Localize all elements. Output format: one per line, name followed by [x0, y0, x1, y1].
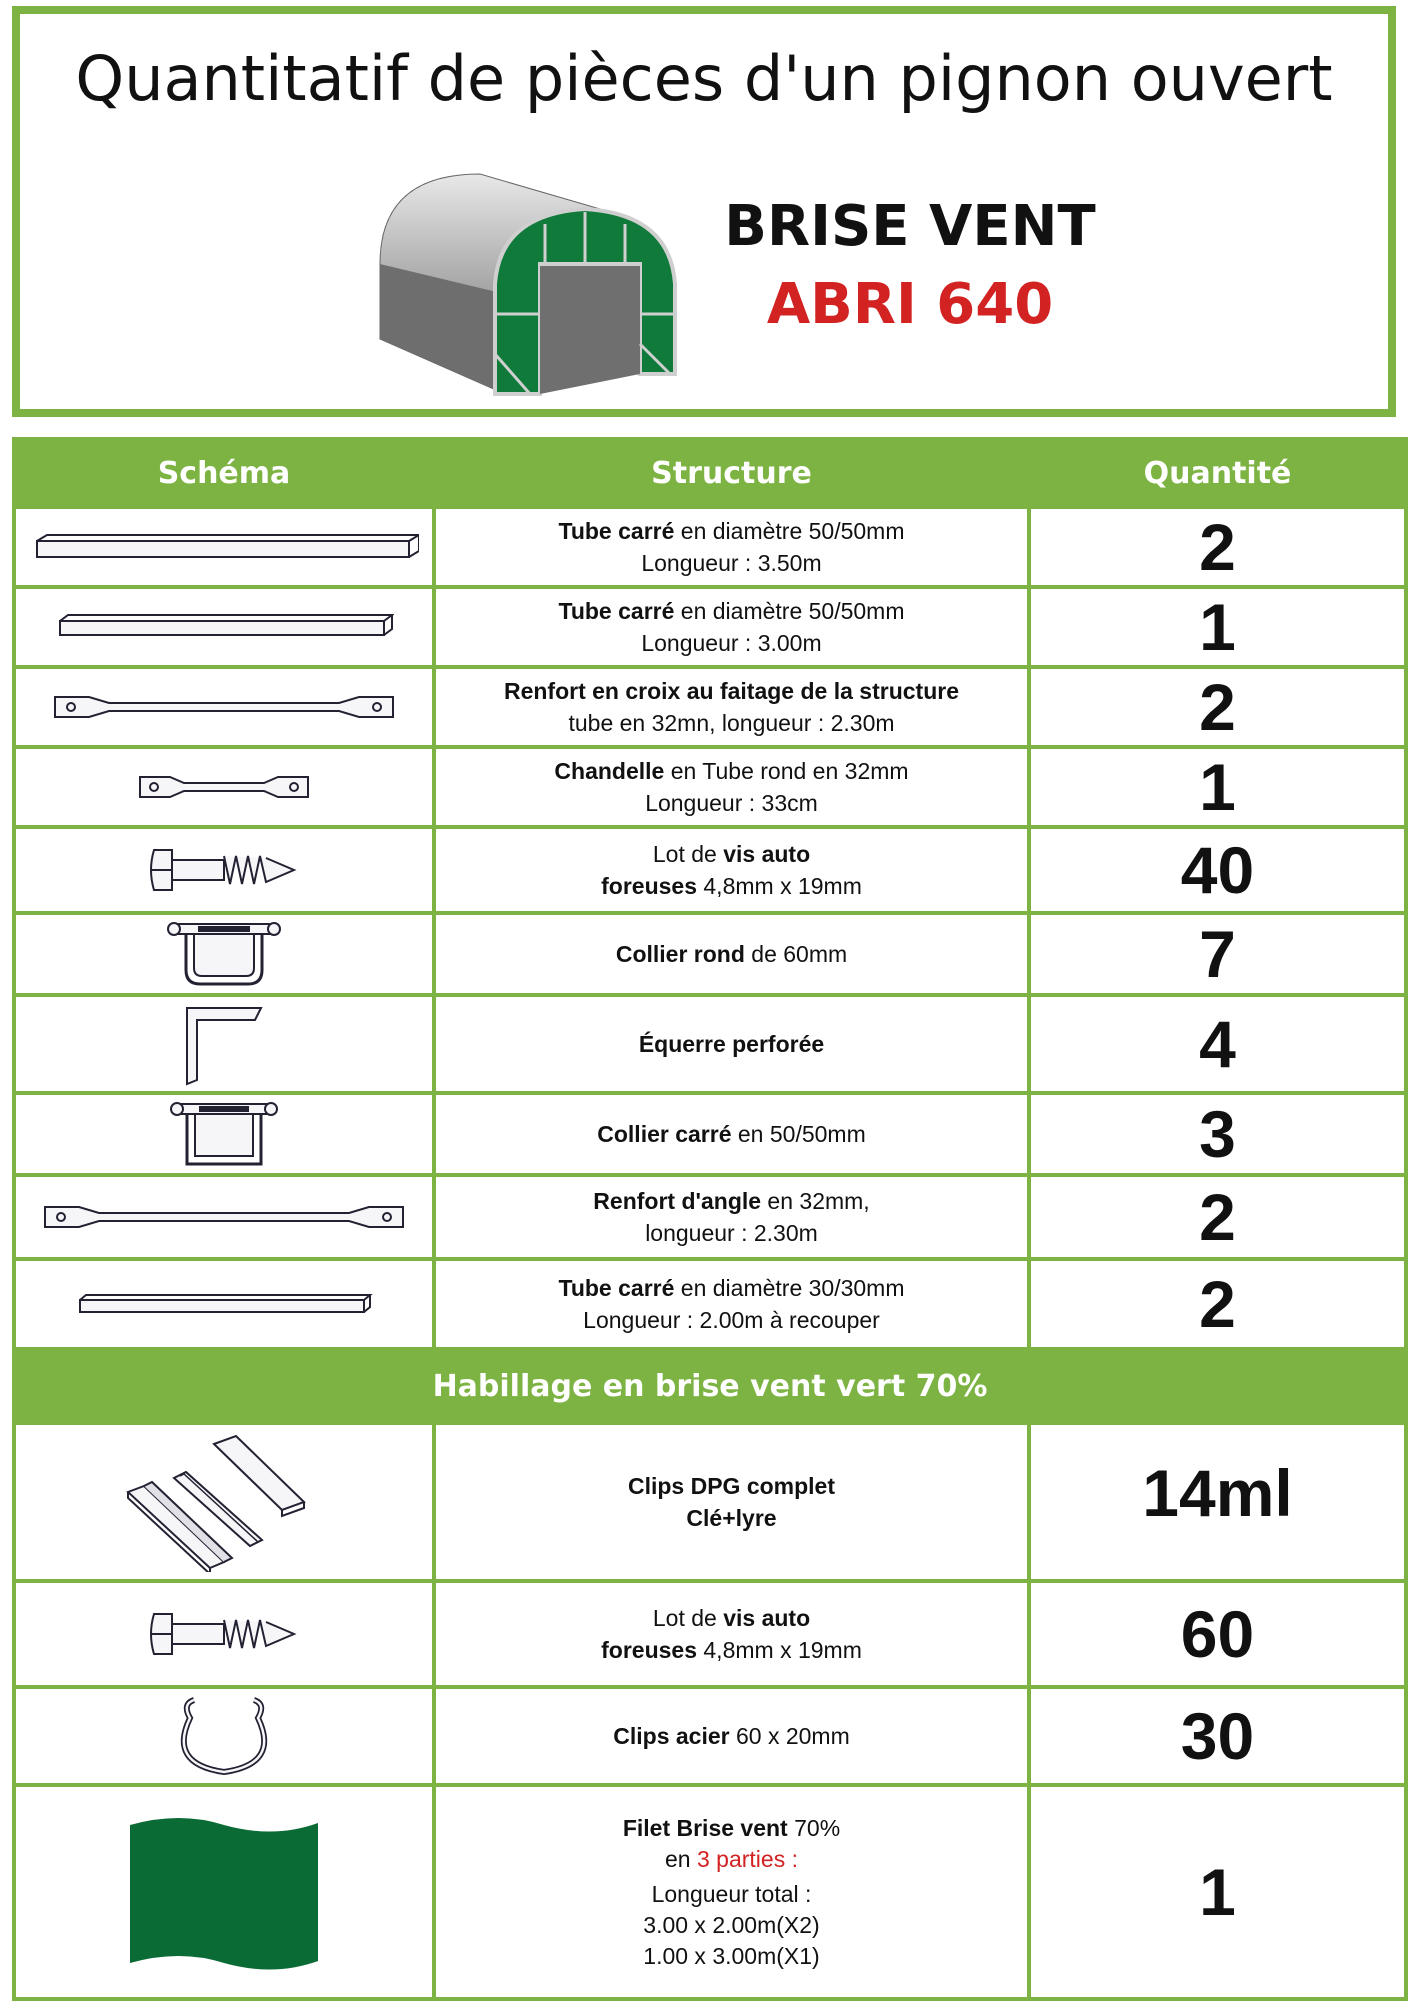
quantity-cell: 40: [1029, 827, 1406, 913]
structure-cell: [434, 587, 1029, 667]
part-name: Clips DPG complet: [627, 1473, 836, 1499]
schema-cell: [14, 667, 434, 747]
structure-cell: [434, 1093, 1029, 1175]
part-length: Longueur : 33cm: [645, 790, 818, 816]
product-model: ABRI 640: [766, 272, 1054, 337]
part-spec: 4,8mm x 19mm: [697, 1637, 862, 1663]
parts-table: [12, 437, 1404, 2001]
product-label: BRISE VENT: [724, 194, 1096, 259]
table-header-row: [14, 439, 1406, 507]
part-name-2: foreuses: [601, 873, 697, 899]
angle-bracket-icon: [179, 1002, 269, 1086]
table-row: [14, 1785, 1406, 1999]
part-name: vis auto: [723, 1605, 811, 1631]
part-prefix: Lot de: [652, 841, 724, 867]
schema-cell: [14, 1093, 434, 1175]
part-name: Collier rond: [615, 941, 745, 967]
parts-count: 3 parties :: [696, 1845, 798, 1872]
part-spec: 4,8mm x 19mm: [697, 873, 862, 899]
part-length: Longueur : 3.00m: [641, 630, 822, 656]
table-row: [14, 1423, 1406, 1581]
quantity-cell: 60: [1029, 1581, 1406, 1687]
schema-cell: [14, 1785, 434, 1999]
col-schema: Schéma: [14, 439, 434, 507]
structure-cell: [434, 1581, 1029, 1687]
schema-cell: [14, 587, 434, 667]
part-name-2: foreuses: [601, 1637, 697, 1663]
structure-cell: [434, 827, 1029, 913]
part-length: tube en 32mn, longueur : 2.30m: [568, 710, 895, 736]
part-spec: de 60mm: [744, 941, 848, 967]
thin-tube-icon: [74, 1290, 374, 1318]
table-row: [14, 667, 1406, 747]
square-clamp-icon: [169, 1098, 279, 1170]
structure-cell: [434, 1259, 1029, 1349]
section-title: Habillage en brise vent vert 70%: [14, 1349, 1406, 1423]
quantity-cell: 1: [1029, 1785, 1406, 1999]
structure-cell: [434, 667, 1029, 747]
part-name: Filet Brise vent: [622, 1814, 788, 1841]
quantity-cell: 2: [1029, 1259, 1406, 1349]
table-row: [14, 1259, 1406, 1349]
table-row: [14, 1687, 1406, 1785]
part-name: Collier carré: [597, 1121, 732, 1147]
part-name: Équerre perforée: [638, 1031, 825, 1057]
net-dimension-1: 3.00 x 2.00m(X2): [643, 1911, 820, 1938]
schema-cell: [14, 747, 434, 827]
part-length: Longueur : 3.50m: [641, 550, 822, 576]
part-spec: en 50/50mm: [731, 1121, 866, 1147]
structure-cell: [434, 1175, 1029, 1259]
schema-cell: [14, 1175, 434, 1259]
quantity-cell: 7: [1029, 913, 1406, 995]
part-name-2: Clé+lyre: [686, 1505, 777, 1531]
structure-cell: [434, 507, 1029, 587]
part-spec: 70%: [787, 1814, 841, 1841]
schema-cell: [14, 507, 434, 587]
dpg-clips-icon: [124, 1432, 324, 1572]
table-row: [14, 913, 1406, 995]
table-row: [14, 587, 1406, 667]
total-length-label: Longueur total :: [651, 1880, 812, 1907]
corner-brace-icon: [39, 1199, 409, 1235]
structure-cell: [434, 747, 1029, 827]
tunnel-shelter-icon: [370, 164, 710, 414]
table-row: [14, 1093, 1406, 1175]
quantity-cell: 4: [1029, 995, 1406, 1093]
schema-cell: [14, 1581, 434, 1687]
part-name: Tube carré: [558, 518, 675, 544]
round-clamp-icon: [164, 918, 284, 990]
part-spec: en Tube rond en 32mm: [664, 758, 909, 784]
part-name: Renfort d'angle: [593, 1188, 762, 1214]
part-name: Tube carré: [558, 1275, 675, 1301]
part-spec: en diamètre 50/50mm: [674, 598, 905, 624]
part-name: Clips acier: [613, 1723, 730, 1749]
quantity-cell: 30: [1029, 1687, 1406, 1785]
structure-cell: [434, 1687, 1029, 1785]
col-quantite: Quantité: [1029, 439, 1406, 507]
quantity-cell: 3: [1029, 1093, 1406, 1175]
schema-cell: [14, 1687, 434, 1785]
page-title: Quantitatif de pièces d'un pignon ouvert: [75, 42, 1333, 115]
table-row: [14, 995, 1406, 1093]
part-spec: 60 x 20mm: [729, 1723, 850, 1749]
structure-cell: [434, 995, 1029, 1093]
green-net-icon: [124, 1807, 324, 1977]
header-box: [12, 6, 1396, 417]
quantity-cell: 2: [1029, 1175, 1406, 1259]
section-header-row: [14, 1349, 1406, 1423]
screw-icon: [144, 838, 304, 902]
schema-cell: [14, 1423, 434, 1581]
table-row: [14, 507, 1406, 587]
table-row: [14, 827, 1406, 913]
structure-cell: [434, 1423, 1029, 1581]
part-prefix: Lot de: [652, 1605, 724, 1631]
col-structure: Structure: [434, 439, 1029, 507]
part-length: Longueur : 2.00m à recouper: [583, 1307, 880, 1333]
schema-cell: [14, 995, 434, 1093]
steel-clip-icon: [174, 1694, 274, 1778]
screw-icon: [144, 1602, 304, 1666]
table-row: [14, 1175, 1406, 1259]
schema-cell: [14, 913, 434, 995]
part-length: longueur : 2.30m: [645, 1220, 818, 1246]
quantity-cell: 1: [1029, 587, 1406, 667]
schema-cell: [14, 827, 434, 913]
net-dimension-2: 1.00 x 3.00m(X1): [643, 1942, 820, 1969]
part-spec: en diamètre 50/50mm: [674, 518, 905, 544]
table-row: [14, 747, 1406, 827]
short-brace-icon: [134, 771, 314, 803]
part-spec: en diamètre 30/30mm: [674, 1275, 905, 1301]
structure-cell: [434, 1785, 1029, 1999]
structure-cell: [434, 913, 1029, 995]
part-spec: en 32mm,: [761, 1188, 870, 1214]
tube-icon: [54, 609, 394, 645]
long-tube-icon: [29, 527, 419, 567]
quantity-cell: 14ml: [1029, 1423, 1406, 1581]
part-name: Chandelle: [554, 758, 665, 784]
schema-cell: [14, 1259, 434, 1349]
part-name: vis auto: [723, 841, 811, 867]
cross-brace-icon: [49, 689, 399, 725]
parts-prefix: en: [665, 1845, 697, 1872]
quantity-cell: 2: [1029, 507, 1406, 587]
quantity-cell: 2: [1029, 667, 1406, 747]
part-name: Tube carré: [558, 598, 675, 624]
table-row: [14, 1581, 1406, 1687]
part-name: Renfort en croix au faitage de la structure: [503, 678, 959, 704]
quantity-cell: 1: [1029, 747, 1406, 827]
